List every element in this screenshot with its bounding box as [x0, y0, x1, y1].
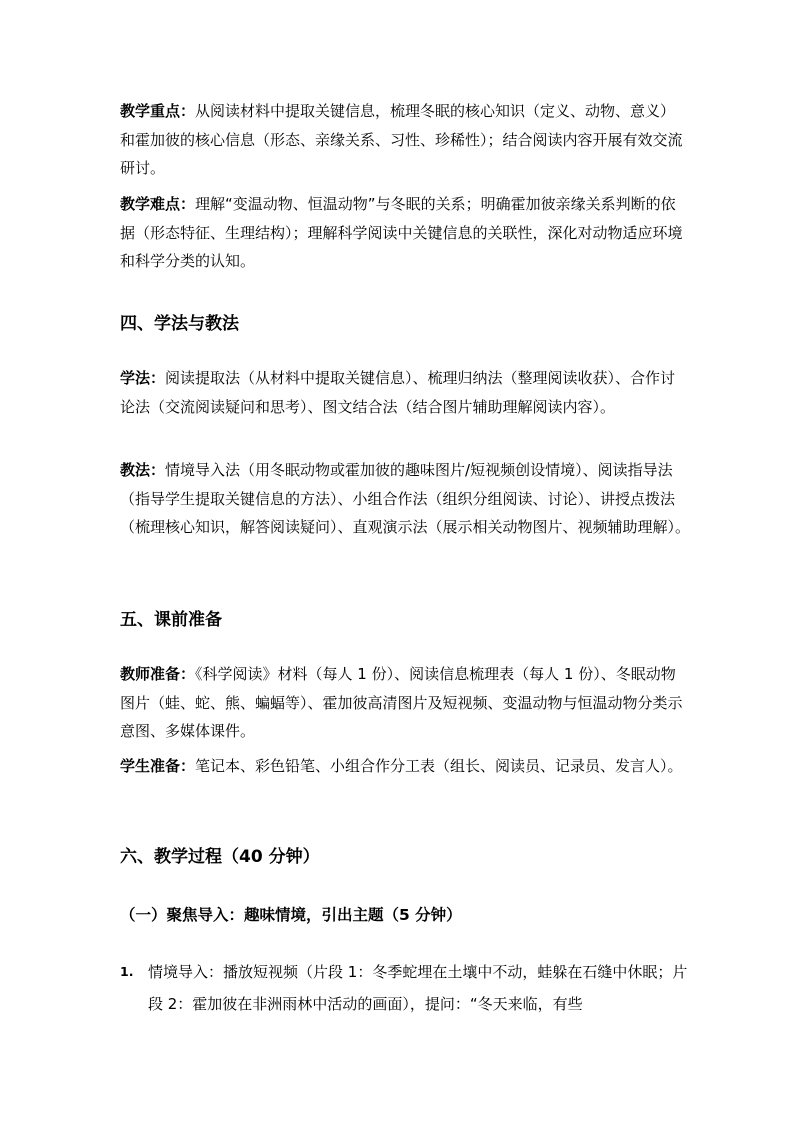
- key-points-sep: ：: [180, 102, 196, 120]
- list-item-text: 情境导入：播放短视频（片段 1：冬季蛇埋在土壤中不动，蛙躲在石缝中休眠；片段 2：霍加彼在非洲雨林中活动的画面），提问：“冬天来临，有些: [148, 963, 688, 1013]
- teaching-methods-label: 教法: [120, 461, 151, 479]
- list-item-number: 1.: [120, 964, 134, 979]
- key-points-paragraph: [120, 97, 690, 183]
- student-prep-sep: ：: [180, 757, 196, 775]
- teaching-methods-sep: ：: [150, 461, 166, 479]
- key-points-text: 从阅读材料中提取关键信息，梳理冬眠的核心知识（定义、动物、意义）和霍加彼的核心信息（形态、亲缘关系、习性、珍稀性）；结合阅读内容开展有效交流研讨。: [120, 102, 683, 177]
- teacher-prep-sep: ：: [180, 665, 196, 683]
- learning-methods-sep: ：: [150, 369, 166, 387]
- sub-section1-title: （一）聚焦导入：趣味情境，引出主题（5 分钟）: [120, 906, 462, 924]
- teaching-methods-text: 情境导入法（用冬眠动物或霍加彼的趣味图片/短视频创设情境）、阅读指导法（指导学生提取关键信息的方法）、小组合作法（组织分组阅读、讨论）、讲授点拨法（梳理核心知识，解答阅读疑问）、直观演示法（展示相关动物图片、视频辅助理解）。: [120, 461, 691, 536]
- difficulties-label: 教学难点: [120, 195, 181, 213]
- difficulties-sep: ：: [180, 195, 196, 213]
- section6-title: 六、教学过程（40 分钟）: [120, 847, 320, 867]
- student-prep-paragraph: [120, 752, 690, 781]
- learning-methods-paragraph: [120, 364, 690, 421]
- learning-methods-label: 学法: [120, 369, 151, 387]
- difficulties-text: 理解“变温动物、恒温动物”与冬眠的关系；明确霍加彼亲缘关系判断的依据（形态特征、生理结构）；理解科学阅读中关键信息的关联性，深化对动物适应环境和科学分类的认知。: [120, 195, 683, 270]
- difficulties-paragraph: [120, 190, 690, 276]
- learning-methods-text: 阅读提取法（从材料中提取关键信息）、梳理归纳法（整理阅读收获）、合作讨论法（交流阅读疑问和思考）、图文结合法（结合图片辅助理解阅读内容）。: [120, 369, 676, 416]
- list-item: [120, 956, 690, 1020]
- teacher-prep-text: 《科学阅读》材料（每人 1 份）、阅读信息梳理表（每人 1 份）、冬眠动物图片（蛙、蛇、熊、蝙蝠等）、霍加彼高清图片及短视频、变温动物与恒温动物分类示意图、多媒体课件。: [120, 665, 683, 740]
- teacher-prep-label: 教师准备: [120, 665, 181, 683]
- student-prep-label: 学生准备: [120, 757, 181, 775]
- teacher-prep-paragraph: [120, 660, 690, 746]
- section4-title: 四、学法与教法: [120, 314, 239, 334]
- section5-title: 五、课前准备: [120, 610, 222, 630]
- key-points-label: 教学重点: [120, 102, 181, 120]
- student-prep-text: 笔记本、彩色铅笔、小组合作分工表（组长、阅读员、记录员、发言人）。: [195, 757, 683, 775]
- teaching-methods-paragraph: [120, 456, 690, 542]
